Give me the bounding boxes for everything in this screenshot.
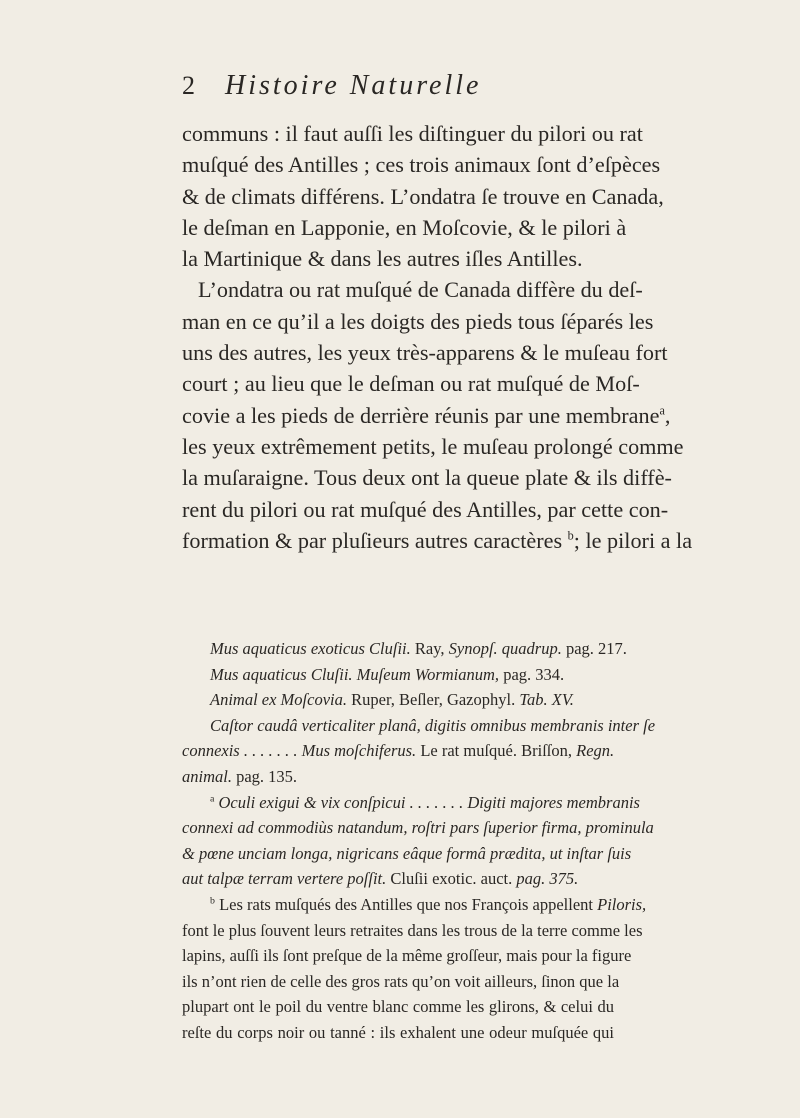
note-line: aut talpæ terram vertere poſſit. Cluſii exotic. auct. pag. 375. — [182, 869, 579, 889]
footnote-b: $^b$ Les rats muſqués des Antilles que nos François appellent Piloris, — [210, 894, 647, 914]
note-line: Mus aquaticus exoticus Cluſii. Ray, Synopſ. quadrup. pag. 217. — [210, 639, 627, 658]
footnotes — [182, 636, 656, 1046]
text-line: L’ondatra ou rat muſqué de Canada diffère du deſ- — [198, 277, 643, 303]
note-line: connexis . . . . . . . Mus moſchiferus. Le rat muſqué. Briſſon, Regn. — [182, 741, 615, 761]
footnote-b-marker: b — [210, 895, 215, 907]
note-line: Mus aquaticus Cluſii. Muſeum Wormianum, pag. 334. — [210, 664, 565, 684]
text-line: les yeux extrêmement petits, le muſeau prolongé comme — [182, 433, 684, 459]
note-line: reſte du corps noir ou tanné : ils exhalent une odeur muſquée qui — [182, 1022, 614, 1042]
note-line: font le plus ſouvent leurs retraites dans les trous de la terre comme les — [182, 920, 643, 940]
text-line: & de climats différens. L’ondatra ſe trouve en Canada, — [182, 183, 664, 209]
text-line: communs : il faut auſſi les diſtinguer du pilori ou rat — [182, 121, 643, 146]
text-line: covie a les pieds de derrière réunis par une membrane$^a$, — [182, 402, 671, 428]
note-line: & pœne unciam longa, nigricans eâque formâ prædita, ut inſtar ſuis — [182, 843, 632, 863]
text-line: la Martinique & dans les autres iſles Antilles. — [182, 246, 583, 272]
note-line: connexi ad commodiùs natandum, roſtri pars ſuperior firma, prominula — [182, 818, 654, 838]
note-line: plupart ont le poil du ventre blanc comme les glirons, & celui du — [182, 997, 614, 1017]
page-header — [182, 70, 612, 102]
text-line: rent du pilori ou rat muſqué des Antilles, par cette con- — [182, 496, 669, 522]
footnote-marker-b[interactable]: b — [567, 528, 574, 543]
text-line: court ; au lieu que le deſman ou rat muſqué de Moſ- — [182, 371, 640, 397]
note-line: ils n’ont rien de celle des gros rats qu’on voit ailleurs, ſinon que la — [182, 971, 620, 991]
running-title: Histoire Naturelle — [225, 70, 482, 101]
text-line: uns des autres, les yeux très-apparens & le muſeau fort — [182, 340, 668, 366]
text-line: muſqué des Antilles ; ces trois animaux ſont d’eſpèces — [182, 152, 661, 178]
text-line — [182, 525, 693, 556]
note-line: animal. pag. 135. — [182, 766, 298, 786]
footnote-marker-a[interactable]: a — [659, 403, 665, 418]
note-line: Caſtor caudâ verticaliter planâ, digitis omnibus membranis inter ſe — [210, 715, 656, 735]
text-line-tail: ; le pilori a la — [573, 527, 693, 553]
text-line-body: formation & par pluſieurs autres caractères — [182, 527, 563, 553]
text-line: le deſman en Lapponie, en Moſcovie, & le pilori à — [182, 214, 627, 240]
footnote-a: $^a$ Oculi exigui & vix conſpicui . . . . . . . Digiti majores membranis — [210, 792, 640, 812]
text-line: la muſaraigne. Tous deux ont la queue plate & ils diffè- — [182, 465, 672, 491]
text-line-body: covie a les pieds de derrière réunis par une membrane — [182, 402, 660, 428]
page-number: 2 — [182, 71, 195, 100]
main-text — [182, 118, 693, 556]
text-line: man en ce qu’il a les doigts des pieds tous ſéparés les — [182, 308, 654, 334]
note-line: Animal ex Moſcovia. Ruper, Beſler, Gazophyl. Tab. XV. — [210, 690, 574, 710]
footnote-a-marker: a — [210, 793, 215, 805]
note-line: lapins, auſſi ils ſont preſque de la même groſſeur, mais pour la figure — [182, 946, 632, 966]
